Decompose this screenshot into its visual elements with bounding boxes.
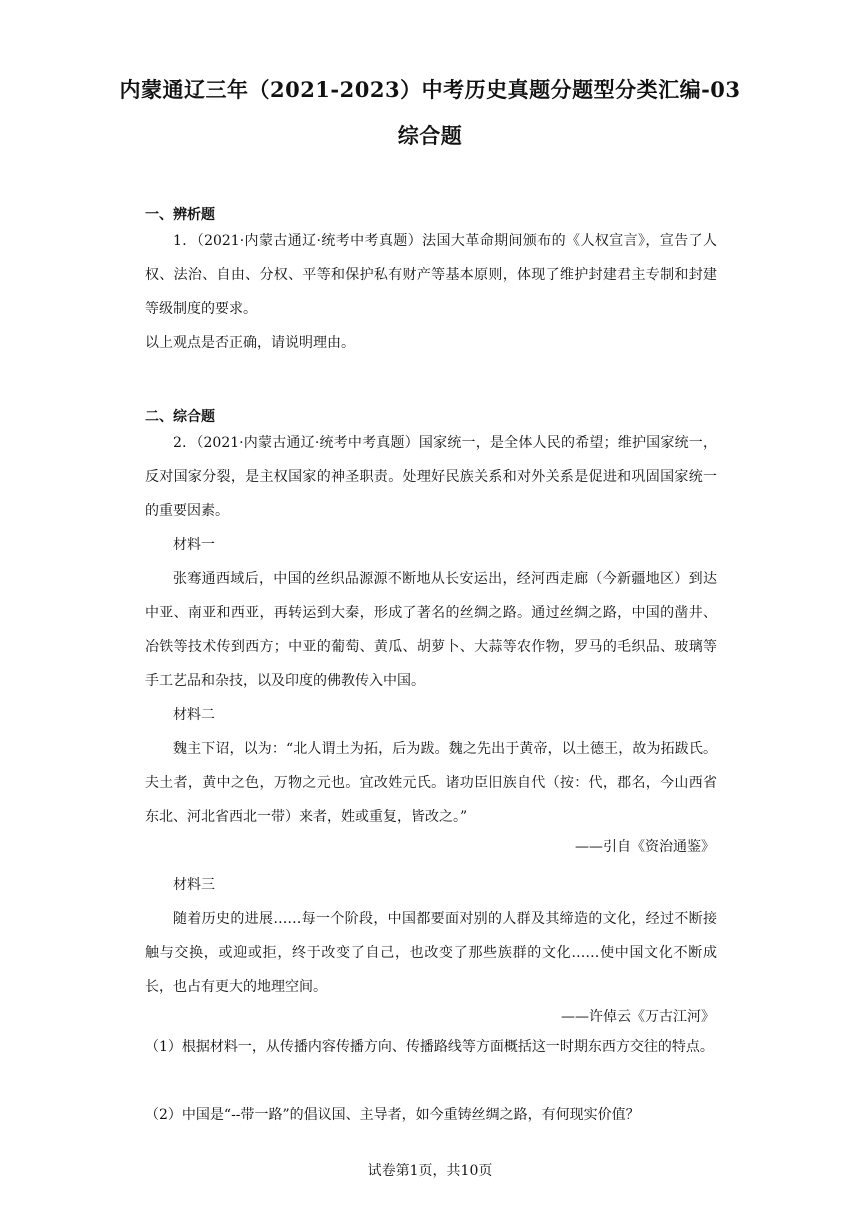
page-footer: 试卷第1页，共10页 <box>367 1163 493 1179</box>
section-heading-comprehensive: 二、综合题 <box>145 409 215 425</box>
section-heading-analysis: 一、辨析题 <box>145 207 215 223</box>
sub-question-2: （2）中国是“--带一路”的倡议国、主导者，如今重铸丝绸之路，有何现实价值？ <box>145 1107 640 1123</box>
question-2-text: 2．（2021·内蒙古通辽·统考中考真题）国家统一，是全体人民的希望；维护国家统一，反对国家分裂，是主权国家的神圣职责。处理好民族关系和对外关系是促进和巩固国家统一的重要因素。 <box>145 435 717 519</box>
material-3-text: 随着历史的进展……每一个阶段，中国都要面对别的人群及其缔造的文化，经过不断接触与交换，或迎或拒，终于改变了自己，也改变了那些族群的文化……使中国文化不断成长，也占有更大的地理空间。 <box>145 911 717 995</box>
question-1-prompt: 以上观点是否正确，请说明理由。 <box>145 335 355 351</box>
material-2-text: 魏主下诏，以为：“北人谓土为拓，后为跋。魏之先出于黄帝，以土德王，故为拓跋氏。夫土者，黄中之色，万物之元也。宜改姓元氏。诸功臣旧族自代（按：代，郡名，今山西省东北、河北省西北一带）来者，姓或重复，皆改之。” <box>145 741 717 825</box>
material-3-label: 材料三 <box>173 877 215 893</box>
document-title-line2: 综合题 <box>397 123 463 148</box>
material-2-source: ——引自《资治通鉴》 <box>575 839 715 855</box>
sub-question-1: （1）根据材料一，从传播内容传播方向、传播路线等方面概括这一时期东西方交往的特点。 <box>145 1039 714 1055</box>
material-2-label: 材料二 <box>173 707 215 723</box>
material-3-source: ——许倬云《万古江河》 <box>561 1009 715 1025</box>
material-1-text: 张骞通西域后，中国的丝织品源源不断地从长安运出，经河西走廊（今新疆地区）到达中亚、南亚和西亚，再转运到大秦，形成了著名的丝绸之路。通过丝绸之路，中国的凿井、冶铁等技术传到西方；中亚的葡萄、黄瓜、胡萝卜、大蒜等农作物，罗马的毛织品、玻璃等手工艺品和杂技，以及印度的佛教传入中国。 <box>145 571 717 689</box>
document-title-line1: 内蒙通辽三年（2021-2023）中考历史真题分题型分类汇编-03 <box>119 77 741 102</box>
material-1-label: 材料一 <box>173 537 215 553</box>
question-1-text: 1．（2021·内蒙古通辽·统考中考真题）法国大革命期间颁布的《人权宣言》，宣告了人权、法治、自由、分权、平等和保护私有财产等基本原则，体现了维护封建君主专制和封建等级制度的要求。 <box>145 233 717 317</box>
